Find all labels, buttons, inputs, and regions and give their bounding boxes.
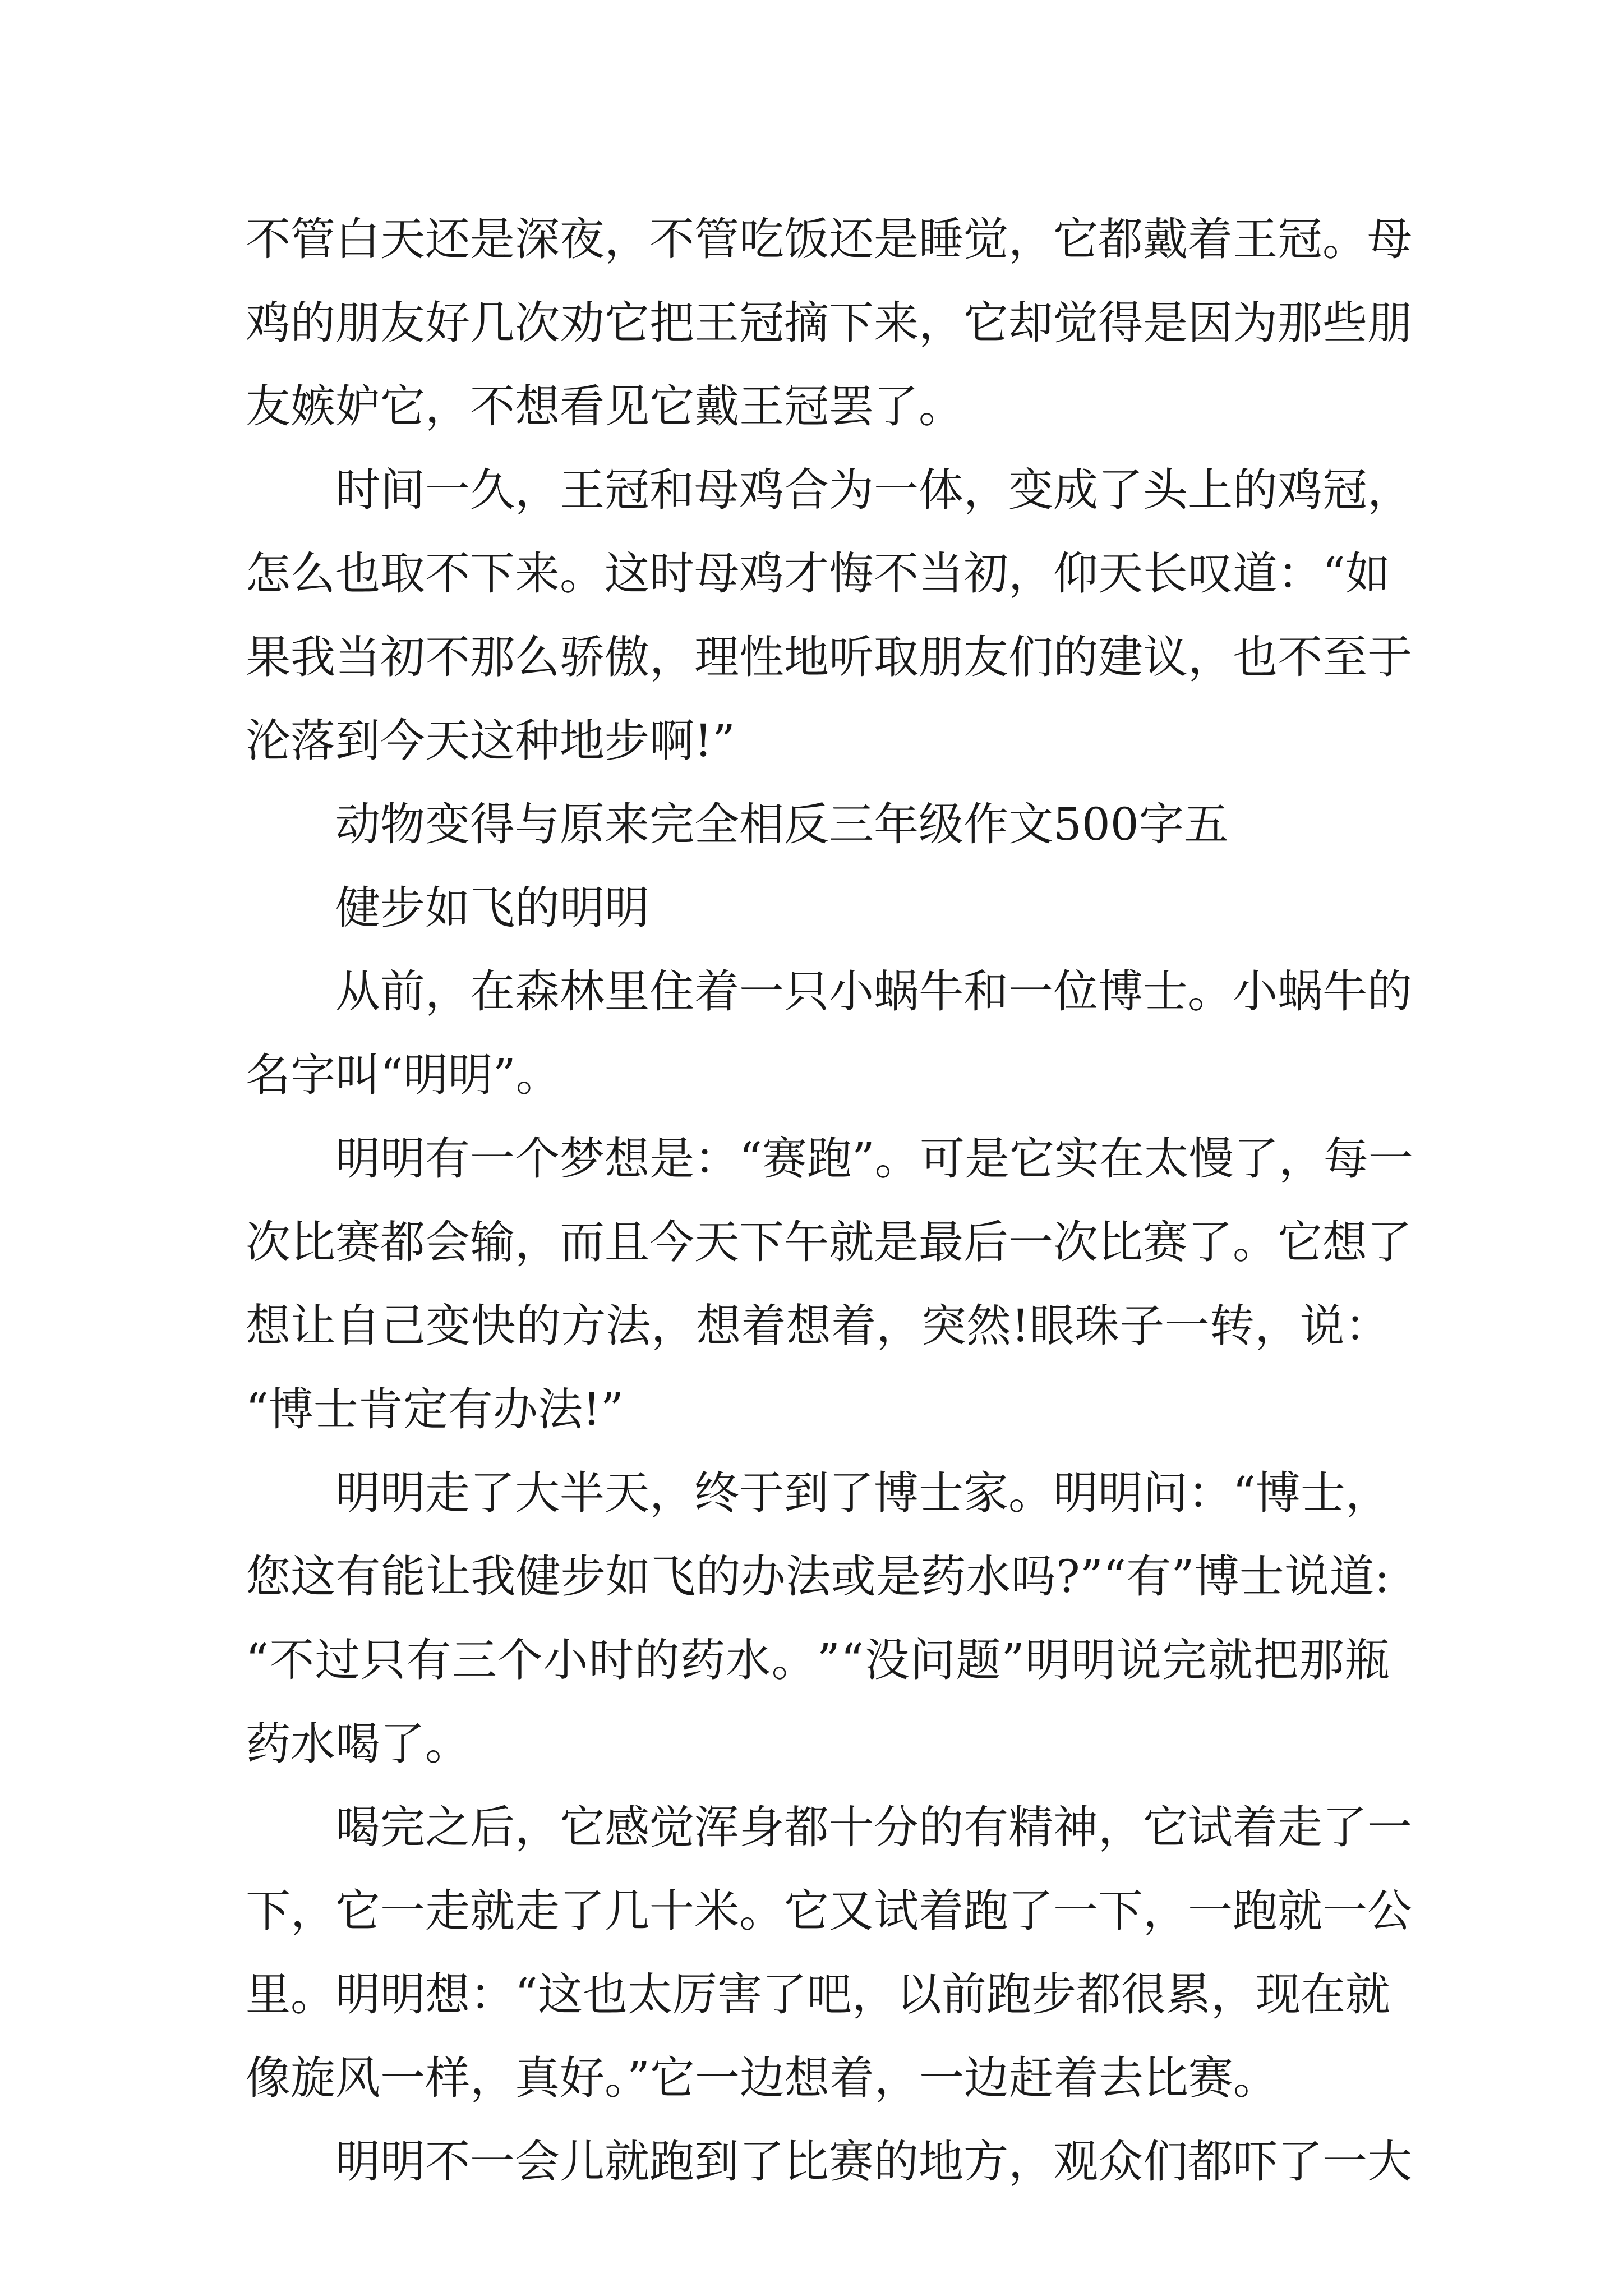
text-line: 健步如飞的明明 <box>335 882 649 934</box>
text-line <box>246 1953 1390 2036</box>
text-line <box>246 448 1412 532</box>
text-line-content: 里 。 明 明 想 ： “ 这 也 太 厉 害 了 吧 ， 以 前 跑 步 都 很 累 ， 现 在 就 <box>246 1968 1390 2021</box>
text-line <box>246 615 1412 699</box>
text-line: 药水喝了。 <box>246 1718 470 1770</box>
text-line <box>246 1786 1412 1869</box>
text-line-content: 想 让 自 己 变 快 的 方 法 ， 想 着 想 着 ， 突 然 ! 眼 珠 子 一 转 ， 说 ： <box>246 1300 1390 1352</box>
text-line-content: 次 比 赛 都 会 输 ， 而 且 今 天 下 午 就 是 最 后 一 次 比 赛 了 。 它 想 了 <box>246 1216 1412 1268</box>
text-line <box>246 1284 1390 1368</box>
text-line-content: 鸡 的 朋 友 好 几 次 劝 它 把 王 冠 摘 下 来 ， 它 却 觉 得 是 因 为 那 些 朋 <box>246 297 1412 349</box>
text-line <box>246 1200 1412 1284</box>
text-line <box>246 281 1412 365</box>
text-line <box>246 950 1412 1033</box>
document-body <box>246 197 1413 2203</box>
text-line <box>246 532 1390 615</box>
text-line: 友嫉妒它，不想看见它戴王冠罢了。 <box>246 380 963 432</box>
text-line: 沦落到今天这种地步啊!” <box>246 715 736 767</box>
text-line-content: 明 明 有 一 个 梦 想 是 ： “ 赛 跑 ” 。 可 是 它 实 在 太 慢 了 ， 每 一 <box>335 1133 1413 1185</box>
text-line <box>246 2120 1412 2203</box>
text-line <box>246 197 1412 281</box>
text-line <box>246 1117 1413 1200</box>
text-line <box>246 1618 1390 1702</box>
text-line <box>246 1869 1412 1953</box>
text-line-content: 不 管 白 天 还 是 深 夜 ， 不 管 吃 饭 还 是 睡 觉 ， 它 都 戴 着 王 冠 。 母 <box>246 213 1412 265</box>
text-line-content: 喝 完 之 后 ， 它 感 觉 浑 身 都 十 分 的 有 精 神 ， 它 试 着 走 了 一 <box>335 1801 1412 1853</box>
text-line <box>246 1451 1390 1535</box>
text-line-content: 下 ， 它 一 走 就 走 了 几 十 米 。 它 又 试 着 跑 了 一 下 ， 一 跑 就 一 公 <box>246 1885 1412 1937</box>
text-line-content: 时 间 一 久 ， 王 冠 和 母 鸡 合 为 一 体 ， 变 成 了 头 上 的 鸡 冠 ， <box>335 464 1412 516</box>
text-line-content: “ 不 过 只 有 三 个 小 时 的 药 水 。 ” “ 没 问 题 ” 明 明 说 完 就 把 那 瓶 <box>246 1634 1390 1686</box>
text-line: 名字叫“明明”。 <box>246 1049 561 1101</box>
text-line-content: 明 明 不 一 会 儿 就 跑 到 了 比 赛 的 地 方 ， 观 众 们 都 吓 了 一 大 <box>335 2136 1412 2188</box>
text-line: 动物变得与原来完全相反三年级作文500字五 <box>335 798 1229 850</box>
text-line-content: 明 明 走 了 大 半 天 ， 终 于 到 了 博 士 家 。 明 明 问 ： “ 博 士 ， <box>335 1467 1390 1519</box>
text-line-content: 怎 么 也 取 不 下 来 。 这 时 母 鸡 才 悔 不 当 初 ， 仰 天 长 叹 道 ： “ 如 <box>246 547 1390 600</box>
text-line <box>246 1535 1390 1618</box>
text-line: 像旋风一样，真好。”它一边想着，一边赶着去比赛。 <box>246 2052 1278 2104</box>
text-line-content: 果 我 当 初 不 那 么 骄 傲 ， 理 性 地 听 取 朋 友 们 的 建 议 ， 也 不 至 于 <box>246 631 1412 683</box>
text-line-content: 从 前 ， 在 森 林 里 住 着 一 只 小 蜗 牛 和 一 位 博 士 。 小 蜗 牛 的 <box>335 965 1412 1018</box>
text-line-content: 您 这 有 能 让 我 健 步 如 飞 的 办 法 或 是 药 水 吗 ? ” “ 有 ” 博 士 说 道 : <box>246 1550 1390 1603</box>
text-line: “博士肯定有办法!” <box>246 1383 624 1435</box>
